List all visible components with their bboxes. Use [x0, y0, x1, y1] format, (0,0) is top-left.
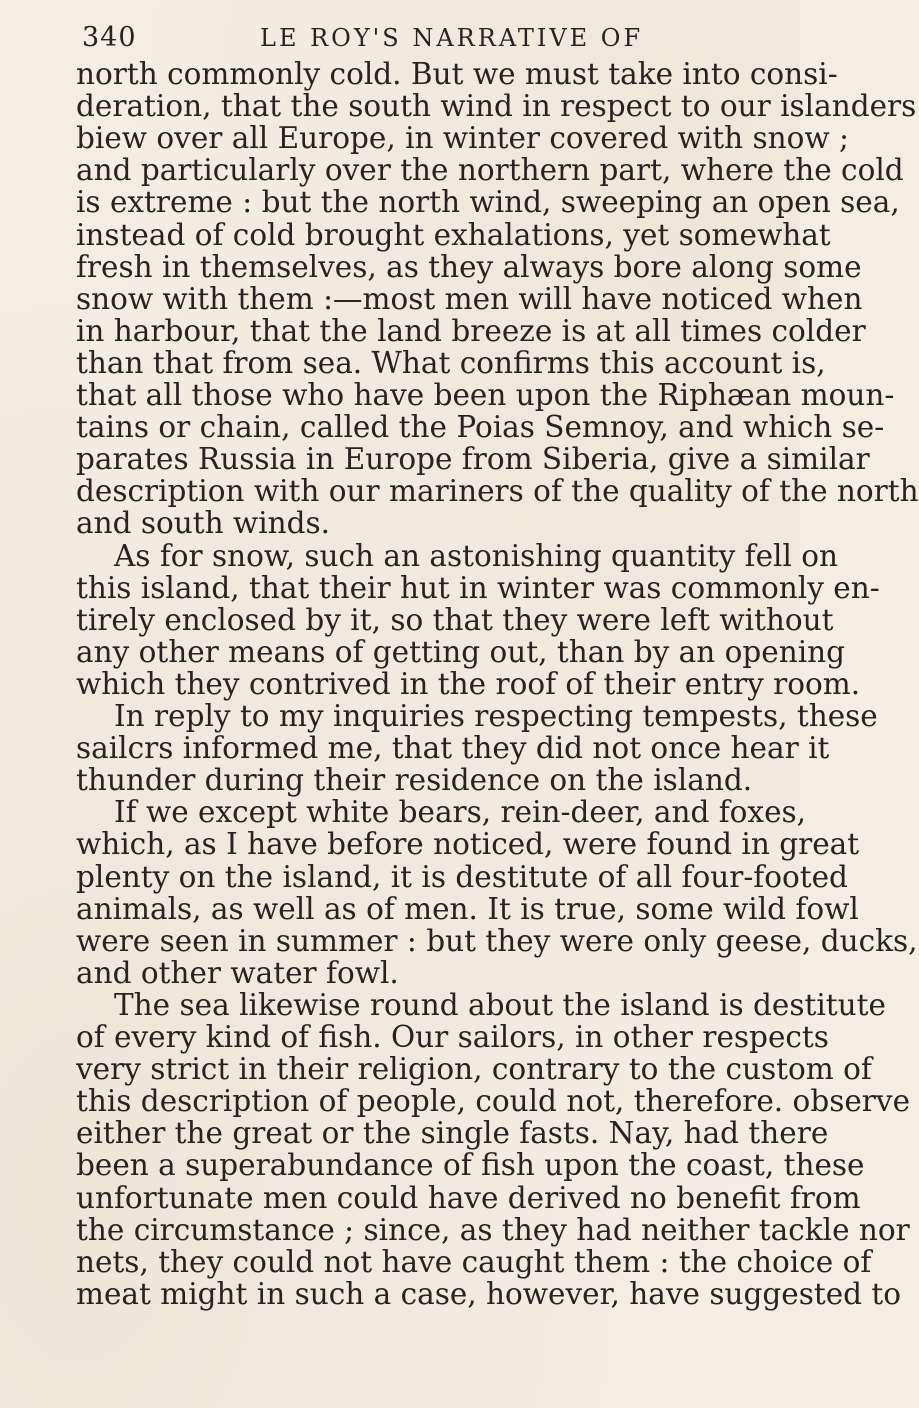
text-line: this island, that their hut in winter was commonly en-	[76, 570, 880, 605]
text-line: than that from sea. What confirms this account is,	[76, 345, 826, 380]
page-number: 340	[82, 22, 137, 53]
text-line: very strict in their religion, contrary to the custom of	[76, 1052, 872, 1087]
running-head: LE ROY'S NARRATIVE OF	[260, 24, 644, 52]
text-line: In reply to my inquiries respecting tempests, these	[114, 699, 878, 733]
text-line: been a superabundance of fish upon the coast, these	[76, 1148, 865, 1183]
text-line: If we except white bears, rein-deer, and foxes,	[114, 795, 807, 830]
text-line: that all those who have been upon the Riphæan moun-	[76, 378, 895, 412]
text-line: parates Russia in Europe from Siberia, give a similar	[76, 442, 870, 477]
text-line: either the great or the single fasts. Nay, had there	[76, 1116, 829, 1151]
text-line: snow with them :—most men will have noticed when	[76, 281, 863, 316]
text-line: and particularly over the northern part, where the cold	[76, 153, 904, 188]
text-line: The sea likewise round about the island is destitute	[114, 987, 886, 1022]
text-line: instead of cold brought exhalations, yet somewhat	[76, 217, 831, 252]
text-line: As for snow, such an astonishing quantity fell on	[114, 538, 839, 573]
text-line: were seen in summer : but they were only geese, ducks,	[76, 923, 918, 958]
text-line: north commonly cold. But we must take into consi-	[76, 57, 838, 91]
text-line: meat might in such a case, however, have suggested to	[76, 1276, 902, 1311]
text-line: this description of people, could not, therefore. observe	[76, 1084, 911, 1119]
text-line: the circumstance ; since, as they had neither tackle nor	[76, 1212, 910, 1247]
text-line: sailcrs informed me, that they did not once hear it	[76, 731, 830, 766]
text-line: is extreme : but the north wind, sweeping an open sea,	[76, 185, 900, 220]
text-line: biew over all Europe, in winter covered with snow ;	[76, 121, 849, 156]
text-line: any other means of getting out, than by an opening	[76, 634, 846, 669]
text-line: and other water fowl.	[76, 955, 399, 990]
text-line: thunder during their residence on the island.	[76, 763, 753, 798]
text-line: animals, as well as of men. It is true, some wild fowl	[76, 891, 859, 926]
text-line: description with our mariners of the quality of the north	[76, 474, 919, 509]
text-line: which they contrived in the roof of their entry room.	[76, 666, 861, 701]
text-line: and south winds.	[76, 506, 331, 541]
text-line: in harbour, that the land breeze is at all times colder	[76, 313, 866, 348]
text-line: unfortunate men could have derived no benefit from	[76, 1180, 861, 1215]
text-line: plenty on the island, it is destitute of all four-footed	[76, 859, 848, 894]
text-line: nets, they could not have caught them : the choice of	[76, 1244, 872, 1279]
text-line: which, as I have before noticed, were found in great	[76, 827, 860, 862]
text-line: of every kind of fish. Our sailors, in other respects	[76, 1020, 829, 1054]
text-line: tirely enclosed by it, so that they were left without	[76, 602, 834, 637]
text-line: deration, that the south wind in respect to our islanders	[76, 89, 917, 124]
text-line: fresh in themselves, as they always bore along some	[76, 249, 862, 284]
text-line: tains or chain, called the Poias Semnoy, and which se-	[76, 410, 885, 445]
